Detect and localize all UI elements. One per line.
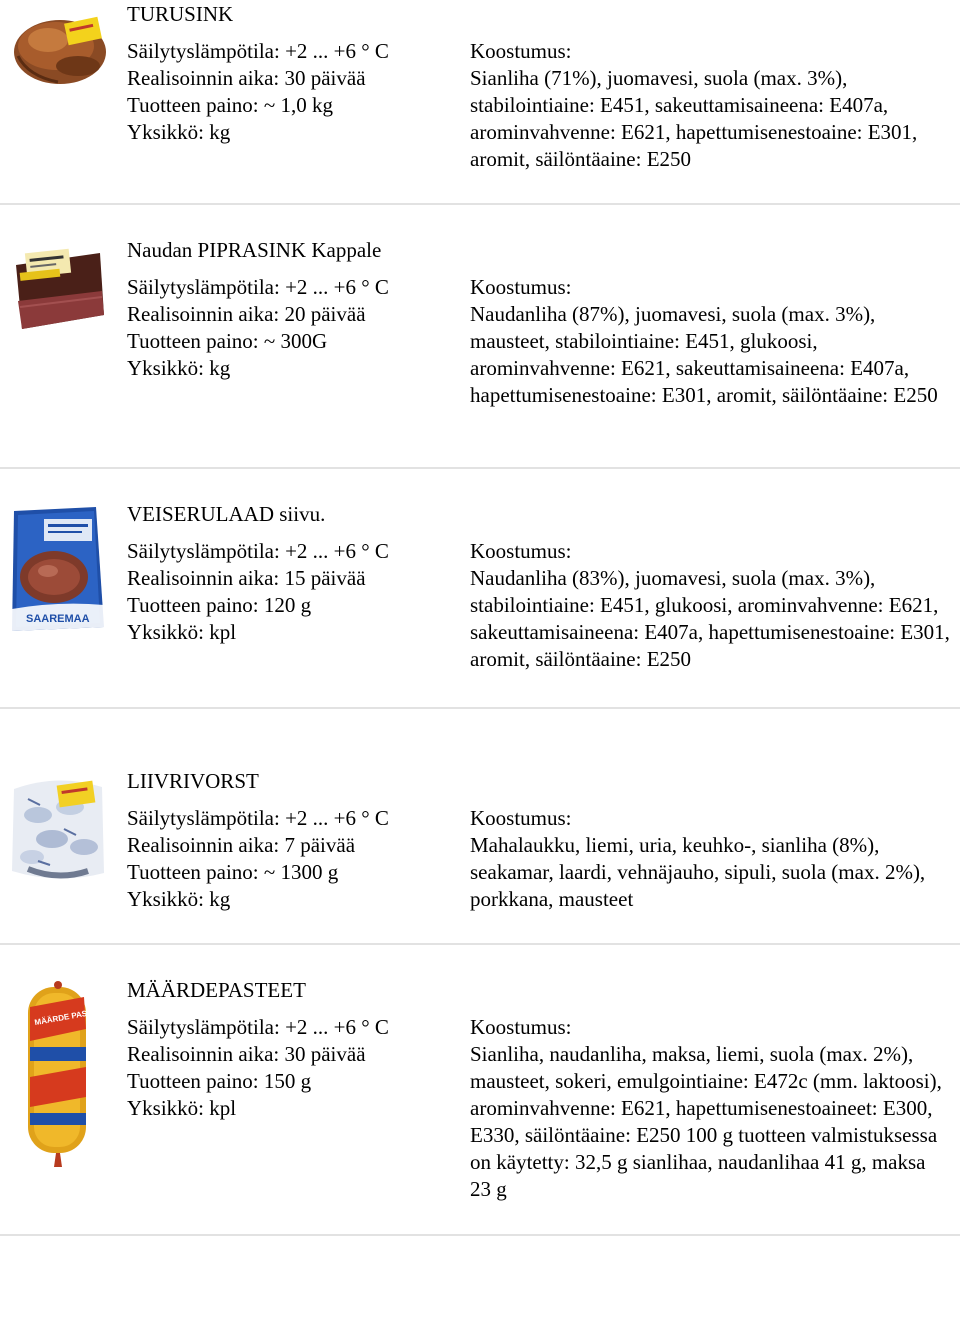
product-name: MÄÄRDEPASTEET — [127, 978, 306, 1002]
composition-label: Koostumus: — [470, 539, 572, 563]
product-liivrivorst — [0, 709, 960, 943]
product-unit: Yksikkö: kg — [127, 356, 231, 380]
composition — [470, 274, 950, 409]
composition — [470, 1014, 950, 1203]
product-unit: Yksikkö: kpl — [127, 1096, 237, 1120]
shelf-life: Realisoinnin aika: 30 päivää — [127, 66, 366, 90]
product-specs — [127, 38, 389, 146]
shelf-life: Realisoinnin aika: 15 päivää — [127, 566, 366, 590]
storage-temperature: Säilytyslämpötila: +2 ... +6 ° C — [127, 275, 389, 299]
shelf-life: Realisoinnin aika: 20 päivää — [127, 302, 366, 326]
product-image-liver-sausage — [8, 769, 110, 889]
product-weight: Tuotteen paino: ~ 1300 g — [127, 860, 339, 884]
product-name: TURUSINK — [127, 2, 234, 26]
composition-label: Koostumus: — [470, 275, 572, 299]
paste-label-image: MÄÄRDE PASTEET — [33, 1005, 108, 1028]
product-specs — [127, 1014, 389, 1122]
product-weight: Tuotteen paino: ~ 1,0 kg — [127, 93, 334, 117]
product-unit: Yksikkö: kpl — [127, 620, 237, 644]
composition-text: Naudanliha (83%), juomavesi, suola (max. 3%), stabilointiaine: E451, glukoosi, arominvahvenne: E621, sakeuttamisaineena: E407a, hapettumisenestoaine: E301, aromit, säilöntäaine: E250 — [470, 566, 950, 671]
shelf-life: Realisoinnin aika: 7 päivää — [127, 833, 356, 857]
product-name: VEISERULAAD siivu. — [127, 502, 326, 526]
product-specs — [127, 538, 389, 646]
composition — [470, 538, 950, 673]
product-turusink — [0, 0, 960, 205]
product-unit: Yksikkö: kg — [127, 887, 231, 911]
product-name: LIIVRIVORST — [127, 769, 259, 793]
section-divider — [0, 1234, 960, 1236]
product-weight: Tuotteen paino: ~ 300G — [127, 329, 328, 353]
product-weight: Tuotteen paino: 150 g — [127, 1069, 312, 1093]
product-image-liver-paste — [8, 977, 110, 1173]
product-image-smoked-ham — [8, 6, 110, 88]
composition-label: Koostumus: — [470, 806, 572, 830]
storage-temperature: Säilytyslämpötila: +2 ... +6 ° C — [127, 539, 389, 563]
product-name: Naudan PIPRASINK Kappale — [127, 238, 382, 262]
composition-label: Koostumus: — [470, 39, 572, 63]
product-weight: Tuotteen paino: 120 g — [127, 593, 312, 617]
shelf-life: Realisoinnin aika: 30 päivää — [127, 1042, 366, 1066]
composition-text: Sianliha (71%), juomavesi, suola (max. 3%), stabilointiaine: E451, sakeuttamisaineena: E407a, arominvahvenne: E621, hapettumisenestoaine: E301, aromit, säilöntäaine: E250 — [470, 66, 918, 171]
storage-temperature: Säilytyslämpötila: +2 ... +6 ° C — [127, 1015, 389, 1039]
composition — [470, 805, 950, 913]
product-image-sliced-beef-pack — [8, 505, 110, 635]
storage-temperature: Säilytyslämpötila: +2 ... +6 ° C — [127, 39, 389, 63]
composition-label: Koostumus: — [470, 1015, 572, 1039]
product-maardepasteet — [0, 945, 960, 1235]
composition — [470, 38, 950, 173]
product-image-beef-piece — [8, 245, 110, 335]
product-unit: Yksikkö: kg — [127, 120, 231, 144]
product-naudan-piprasink — [0, 205, 960, 467]
storage-temperature: Säilytyslämpötila: +2 ... +6 ° C — [127, 806, 389, 830]
brand-label-image: SAAREMAA — [26, 613, 90, 625]
product-veiserulaad — [0, 469, 960, 707]
composition-text: Naudanliha (87%), juomavesi, suola (max. 3%), mausteet, stabilointiaine: E451, glukoosi, arominvahvenne: E621, sakeuttamisaineena: E407a, hapettumisenestoaine: E301, aromit, säilöntäaine: E250 — [470, 302, 938, 407]
composition-text: Sianliha, naudanliha, maksa, liemi, suola (max. 2%), mausteet, sokeri, emulgointiaine: E472c (mm. laktoosi), arominvahvenne: E621, hapettumisenestoaineet: E300, E330, säilöntäaine: E250 100 g tuotteen valmistuksessa on käytetty: 32,5 g sianlihaa, naudanlihaa 41 g, maksa 23 g — [470, 1042, 942, 1201]
composition-text: Mahalaukku, liemi, uria, keuhko-, sianliha (8%), seakamar, laardi, vehnäjauho, sipuli, suola (max. 2%), porkkana, mausteet — [470, 833, 926, 911]
product-specs — [127, 805, 389, 913]
product-specs — [127, 274, 389, 382]
